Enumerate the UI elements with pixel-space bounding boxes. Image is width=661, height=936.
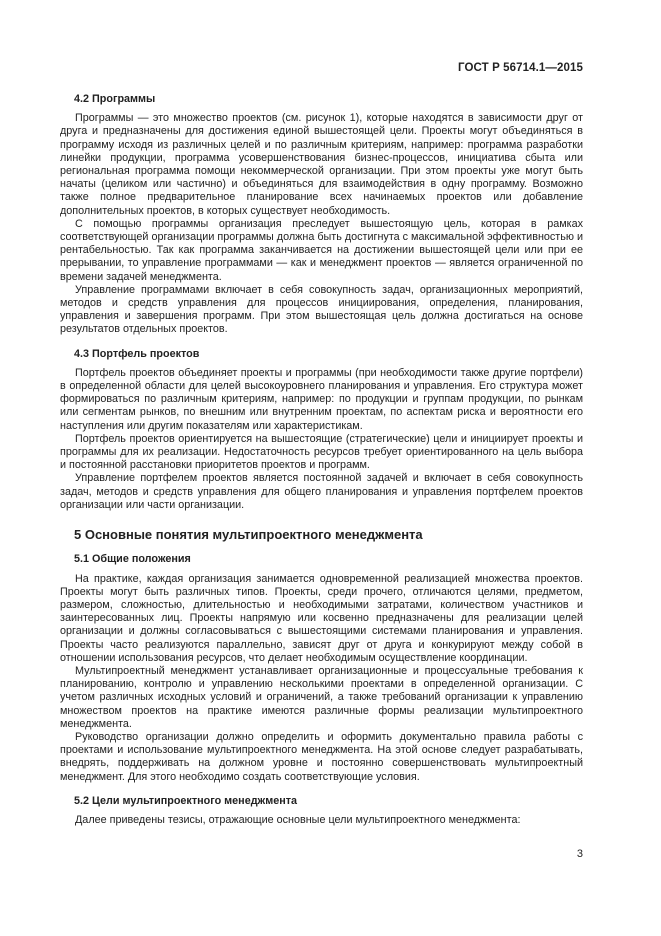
paragraph: Управление портфелем проектов является постоянной задачей и включает в себя совокупность задач, методов и средств управления для общего планирования и управления портфелем проектов организации или части организации. bbox=[60, 472, 583, 511]
paragraph: Далее приведены тезисы, отражающие основные цели мультипроектного менеджмента: bbox=[75, 813, 521, 826]
document-body bbox=[60, 90, 583, 827]
section-5-title: 5 Основные понятия мультипроектного менеджмента bbox=[74, 527, 423, 543]
section-5-2-title: 5.2 Цели мультипроектного менеджмента bbox=[74, 794, 298, 807]
section-4-2-title: 4.2 Программы bbox=[74, 93, 156, 105]
section-4-3-title: 4.3 Портфель проектов bbox=[74, 347, 200, 360]
paragraph: Портфель проектов объединяет проекты и программы (при необходимости также другие портфели) в определенной области для целей высокоуровнего планирования и управления. Его структура может формироваться по различным критериям, например: по продукции и группам продукции, по рынкам или сегментам рынков, по внешним или внутренним проектам, по аспектам риска и вероятности его наступления или другим показателям или характеристикам. bbox=[60, 366, 583, 432]
paragraph: Управление программами включает в себя совокупность задач, организационных мероприятий, методов и средств управления для процессов инициирования, определения, планирования, управления и завершения программ. При этом вышестоящая цель должна достигаться на основе результатов отдельных проектов. bbox=[60, 283, 583, 336]
paragraph: Портфель проектов ориентируется на вышестоящие (стратегические) цели и инициирует проекты и программы для их реализации. Недостаточность ресурсов требует ориентированного на цель выбора и постоянной расстановки приоритетов проектов и программ. bbox=[60, 432, 583, 472]
paragraph: Мультипроектный менеджмент устанавливает организационные и процессуальные требования к планированию, контролю и управлению несколькими проектами в определенной организации. С учетом различных исходных условий и ограничений, а также требований организации к управлению множеством проектов на практике имеются различные формы реализации мультипроектного менеджмента. bbox=[60, 664, 583, 730]
standard-code: ГОСТ Р 56714.1—2015 bbox=[458, 62, 583, 74]
paragraph: Руководство организации должно определить и оформить документально правила работы с проектами и использование мультипроектного менеджмента. На этой основе следует разрабатывать, внедрять, поддерживать на должном уровне и постоянно совершенствовать мультипроектный менеджмент. Для этого необходимо создать соответствующие условия. bbox=[60, 730, 583, 783]
paragraph: На практике, каждая организация занимается одновременной реализацией множества проектов. Проекты могут быть различных типов. Проекты, среди прочего, отличаются целями, предметом, размером, сложностью, длительностью и необходимыми затратами, количеством участников и заинтересованных лиц. Проекты напрямую или косвенно предназначены для реализации целей организации и должны согласовываться с вышестоящими системами планирования и управления. Проекты часто реализуются параллельно, зависят друг от друга и конкурируют между собой в отношении использования ресурсов, что делает необходимым осуществление координации. bbox=[60, 572, 583, 664]
page-number: 3 bbox=[576, 848, 583, 860]
section-5-1-title: 5.1 Общие положения bbox=[74, 553, 191, 566]
paragraph: Программы — это множество проектов (см. рисунок 1), которые находятся в зависимости друг от друга и предназначены для достижения единой вышестоящей цели. Проекты могут объединяться в программу исходя из различных целей и по различным критериям, например: программа разработки линейки продукции, программа усовершенствования бизнес-процессов, инициатива сбыта или региональная программа помощи некоммерческой организации. При этом проекты уже могут быть начаты (целиком или частично) и объединяться для взаимодействия в одну программу. Возможно также полное предварительное планирование всех начинаемых проектов или добавление дополнительных проектов, в которых существует необходимость. bbox=[60, 112, 583, 217]
paragraph: С помощью программы организация преследует вышестоящую цель, которая в рамках соответствующей организации программы должна быть достигнута с максимальной эффективностью и рентабельностью. Так как программа заканчивается на достижении вышестоящей цели или при ее прерывании, то управление программами — как и менеджмент проектов — является ограниченной по времени задачей менеджмента. bbox=[60, 217, 584, 283]
